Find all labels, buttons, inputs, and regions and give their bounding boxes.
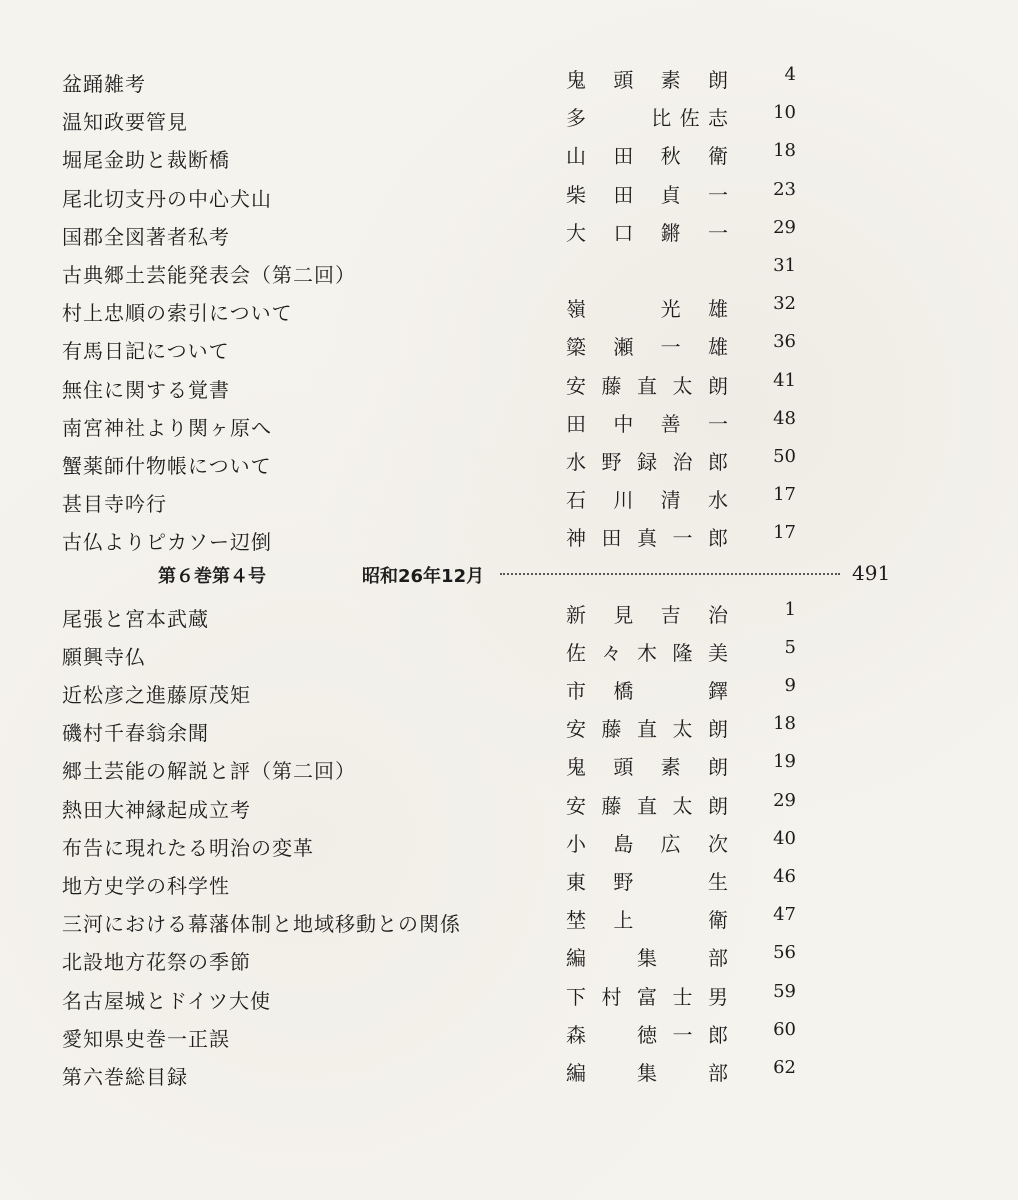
page-number: 18 — [773, 140, 796, 162]
page-number: 19 — [773, 751, 796, 773]
article-title: 温知政要管見 — [62, 110, 188, 135]
toc-entry — [0, 975, 1018, 1013]
toc-entry — [0, 936, 1018, 974]
author-name: 多 比佐志 — [566, 106, 728, 131]
toc-entry — [0, 898, 1018, 936]
article-title: 村上忠順の索引について — [62, 301, 293, 326]
author-name: 柴田貞一 — [566, 182, 728, 207]
article-title: 尾北切支丹の中心犬山 — [62, 186, 272, 211]
page-number: 10 — [773, 102, 796, 124]
author-name: 安藤直太朗 — [566, 717, 728, 742]
toc-entry — [0, 211, 1018, 249]
author-name: 鬼頭素朗 — [566, 68, 728, 92]
author-name: 山田秋衛 — [566, 144, 728, 169]
author-name: 大口鏘一 — [566, 220, 728, 245]
article-title: 古仏よりピカソー辺倒 — [62, 530, 272, 555]
page-number: 4 — [784, 64, 796, 85]
toc-entry — [0, 325, 1018, 363]
issue-page-number: 491 — [852, 561, 891, 586]
article-title: 郷土芸能の解説と評（第二回） — [62, 759, 356, 784]
toc-entry — [0, 58, 1018, 96]
author-name: 佐々木隆美 — [566, 640, 728, 665]
dotted-leader — [500, 573, 840, 575]
article-title: 国郡全図著者私考 — [62, 224, 230, 249]
toc-entry — [0, 364, 1018, 402]
page-number: 40 — [773, 827, 796, 849]
author-name: 鬼頭素朗 — [566, 755, 728, 780]
page-number: 5 — [784, 636, 796, 658]
article-title: 盆踊雑考 — [62, 72, 146, 96]
page-number: 1 — [784, 598, 796, 620]
page-number: 18 — [773, 713, 796, 735]
author-name: 下村富士男 — [566, 984, 728, 1009]
toc-entry — [0, 822, 1018, 860]
page-number: 46 — [773, 865, 796, 887]
author-name: 森 徳一郎 — [566, 1022, 728, 1047]
toc-entry — [0, 1013, 1018, 1051]
article-title: 堀尾金助と裁断橋 — [62, 148, 230, 173]
article-title: 磯村千春翁余聞 — [62, 721, 209, 746]
issue-date: 昭和26年12月 — [362, 566, 485, 588]
page-number: 29 — [773, 216, 796, 238]
author-name: 編集部 — [566, 1060, 728, 1085]
article-title: 近松彦之進藤原茂矩 — [62, 683, 251, 707]
page-number: 56 — [773, 942, 796, 964]
page-number: 17 — [773, 484, 796, 506]
toc-entry — [0, 707, 1018, 745]
page-number: 9 — [784, 675, 796, 696]
article-title: 無住に関する覚書 — [62, 377, 230, 402]
article-title: 愛知県史巻一正誤 — [62, 1026, 230, 1051]
page-number: 47 — [773, 904, 796, 926]
toc-entry — [0, 593, 1018, 631]
page-number: 32 — [773, 293, 796, 315]
toc-entry — [0, 402, 1018, 440]
author-name: 簗瀬一雄 — [566, 335, 728, 360]
author-name: 小島広次 — [566, 831, 728, 856]
article-title: 願興寺仏 — [62, 644, 146, 669]
article-title: 第六巻総目録 — [62, 1064, 188, 1089]
author-name: 埜上 衛 — [566, 908, 728, 933]
author-name: 市橋 鐸 — [566, 679, 728, 703]
author-name: 嶺 光雄 — [566, 297, 728, 322]
page-number: 23 — [773, 178, 796, 200]
author-name: 田中善一 — [566, 411, 728, 436]
article-title: 三河における幕藩体制と地域移動との関係 — [62, 912, 461, 937]
toc-entry — [0, 249, 1018, 287]
table-of-contents — [0, 58, 1018, 1089]
toc-entry — [0, 1051, 1018, 1089]
article-title: 有馬日記について — [62, 339, 230, 364]
article-title: 尾張と宮本武蔵 — [62, 606, 209, 631]
toc-entry — [0, 669, 1018, 707]
page-number: 50 — [773, 445, 796, 467]
article-title: 名古屋城とドイツ大使 — [62, 988, 271, 1013]
article-title: 地方史学の科学性 — [62, 873, 230, 898]
toc-entry — [0, 440, 1018, 478]
issue-header — [0, 554, 1018, 592]
toc-entry — [0, 860, 1018, 898]
issue-label: 第６巻第４号 — [158, 566, 266, 588]
page-number: 31 — [773, 254, 796, 276]
author-name: 編集部 — [566, 946, 728, 971]
page-number: 41 — [773, 369, 796, 391]
author-name: 石川清水 — [566, 488, 728, 513]
toc-entry — [0, 96, 1018, 134]
author-name: 水野録治郎 — [566, 449, 728, 474]
article-title: 熱田大神縁起成立考 — [62, 797, 251, 822]
toc-entry — [0, 287, 1018, 325]
page-number: 17 — [773, 522, 796, 544]
author-name: 東野 生 — [566, 869, 728, 894]
page-number: 36 — [773, 331, 796, 353]
toc-entry — [0, 745, 1018, 783]
article-title: 布告に現れたる明治の変革 — [62, 835, 314, 860]
article-title: 北設地方花祭の季節 — [62, 950, 251, 975]
page-number: 29 — [773, 789, 796, 811]
article-title: 南宮神社より関ヶ原へ — [62, 415, 272, 440]
article-title: 古典郷土芸能発表会（第二回） — [62, 262, 356, 287]
toc-entry — [0, 516, 1018, 554]
author-name: 新見吉治 — [566, 602, 728, 627]
author-name: 神田真一郎 — [566, 526, 728, 551]
page-number: 59 — [773, 980, 796, 1002]
page-number: 62 — [773, 1056, 796, 1078]
author-name: 安藤直太朗 — [566, 793, 728, 818]
article-title: 蟹薬師什物帳について — [62, 453, 272, 478]
toc-entry — [0, 478, 1018, 516]
toc-entry — [0, 784, 1018, 822]
page-number: 48 — [773, 407, 796, 429]
toc-entry — [0, 173, 1018, 211]
article-title: 甚目寺吟行 — [62, 492, 167, 517]
toc-entry — [0, 631, 1018, 669]
toc-entry — [0, 134, 1018, 172]
page-number: 60 — [773, 1018, 796, 1040]
author-name: 安藤直太朗 — [566, 373, 728, 398]
